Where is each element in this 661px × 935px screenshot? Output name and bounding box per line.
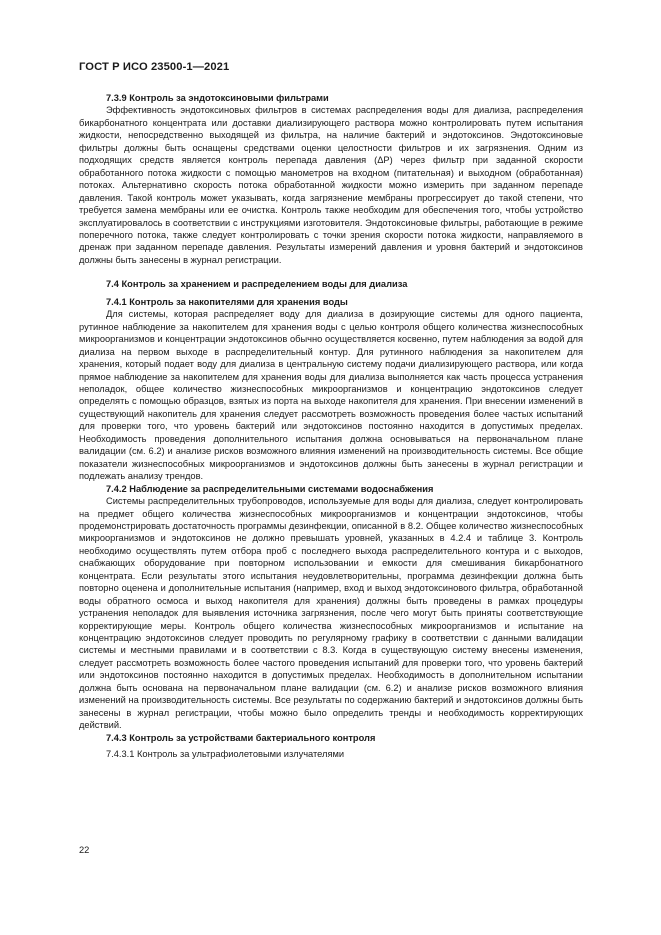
page-number: 22 [79, 845, 90, 855]
standard-designation: ГОСТ Р ИСО 23500-1—2021 [79, 61, 230, 73]
paragraph-7-3-9: Эффективность эндотоксиновых фильтров в системах распределения воды для диализа, распределения бикарбонатного концентрата или доставки диализирующего раствора можно контролировать путем испытания жидкости, непосредственно выходящей из фильтра, на наличие бактерий и эндотоксинов. Эндотоксиновые фильтры должны быть оснащены средствами оценки целостности фильтров и их загрязнения. Одним из подходящих средств является контроль перепада давления (ΔP) через фильтр при заданной скорости обработанного потока жидкости с помощью манометров на входном (питательная) и выходном (обработанная) потоках. Альтернативно скорость потока обработанной жидкости можно измерить при заданном перепаде давления. Такой контроль может указывать, когда загрязнение мембраны прогрессирует до такой степени, что требуется замена мембраны или ее очистка. Контроль также необходим для обеспечения того, чтобы устройство эксплуатировалось в соответствии с инструкциями изготовителя. Эндотоксиновые фильтры, работающие в режиме поперечного потока, также следует контролировать с точки зрения скорости потока жидкости, направляемого в дренаж при заданном перепаде давления. Результаты измерений давления и уровня бактерий и эндотоксинов должны быть занесены в журнал регистрации. [79, 105, 583, 265]
section-heading-7-4: 7.4 Контроль за хранением и распределением воды для диализа [106, 279, 408, 290]
section-heading-7-4-3: 7.4.3 Контроль за устройствами бактериального контроля [106, 732, 376, 743]
section-heading-7-3-9: 7.3.9 Контроль за эндотоксиновыми фильтрами [106, 93, 329, 103]
subsection-heading-7-4-3-1: 7.4.3.1 Контроль за ультрафиолетовыми излучателями [106, 749, 345, 760]
paragraph-7-4-1: Для системы, которая распределяет воду для диализа в дозирующие системы для одного пациента, рутинное наблюдение за накопителем для хранения воды с целью контроля общего количества жизнеспособных микроорганизмов и концентрации эндотоксинов обычно осуществляется косвенно, путем наблюдения за водой для диализа на первом выходе в распределительный контур. Для рутинного наблюдения за накопителем для хранения, который подает воду для диализа в центральную систему подачи диализирующего раствора, или когда прямое наблюдение за накопителем для хранения воды для диализа выполняется как часть процесса устранения неполадок, общее количество жизнеспособных микроорганизмов и концентрацию эндотоксинов следует определять с помощью образцов, взятых из порта на выходе накопителя для хранения. При внесении изменений в существующий накопитель для хранения следует рассмотреть возможность проведения более частых испытаний для проверки того, что уровень бактерий или эндотоксинов постоянно находится в допустимых пределах. Необходимость проведения дополнительного испытания должна основываться на первоначальном плане валидации (см. 6.2) и анализе рисков возможного влияния изменений на производительность системы. Все общие показатели жизнеспособных микроорганизмов и эндотоксинов должны быть занесены в журнал регистрации и подлежать анализу трендов. [79, 309, 583, 482]
section-heading-7-4-2: 7.4.2 Наблюдение за распределительными системами водоснабжения [106, 483, 434, 494]
section-heading-7-4-1: 7.4.1 Контроль за накопителями для хранения воды [106, 296, 348, 307]
paragraph-7-4-2: Системы распределительных трубопроводов, используемые для воды для диализа, следует контролировать на предмет общего количества жизнеспособных микроорганизмов и концентрации эндотоксинов, чтобы продемонстрировать достаточность программы дезинфекции, описанной в 8.2. Общее количество жизнеспособных микроорганизмов и эндотоксинов не должно превышать уровней, указанных в 4.2.4 и таблице 3. Контроль необходимо осуществлять путем отбора проб с последнего выхода распределительного контура и с выходов, снабжающих оборудование при повторном использовании и емкости для смешивания бикарбонатного концентрата. Если результаты этого испытания неудовлетворительны, программа дезинфекции должна быть повторно оценена и дополнительные испытания (например, вход и выход эндотоксинового фильтра, обработанной воды обратного осмоса и выход накопителя для хранения) должны быть проведены в рамках процедуры устранения неполадок для выявления источника загрязнения, после чего могут быть приняты соответствующие корректирующие меры. Контроль общего количества жизнеспособных микроорганизмов и испытание на концентрацию эндотоксинов следует проводить по регулярному графику в соответствии с данными валидации системы и местными правилами и в соответствии с 8.3. Когда в существующую систему внесены изменения, следует рассмотреть возможность более частого проведения испытаний для проверки того, что уровень бактерий или эндотоксинов постоянно находится в допустимых пределах. Необходимость в дополнительном испытании должна быть основана на первоначальном плане валидации (см. 6.2) и анализе рисков возможного влияния изменений на производительность системы. Все результаты по содержанию бактерий и эндотоксинов должны быть занесены в журнал регистрации, чтобы можно было определить тренды и необходимость корректирующих действий. [79, 496, 583, 731]
document-body [79, 92, 583, 761]
